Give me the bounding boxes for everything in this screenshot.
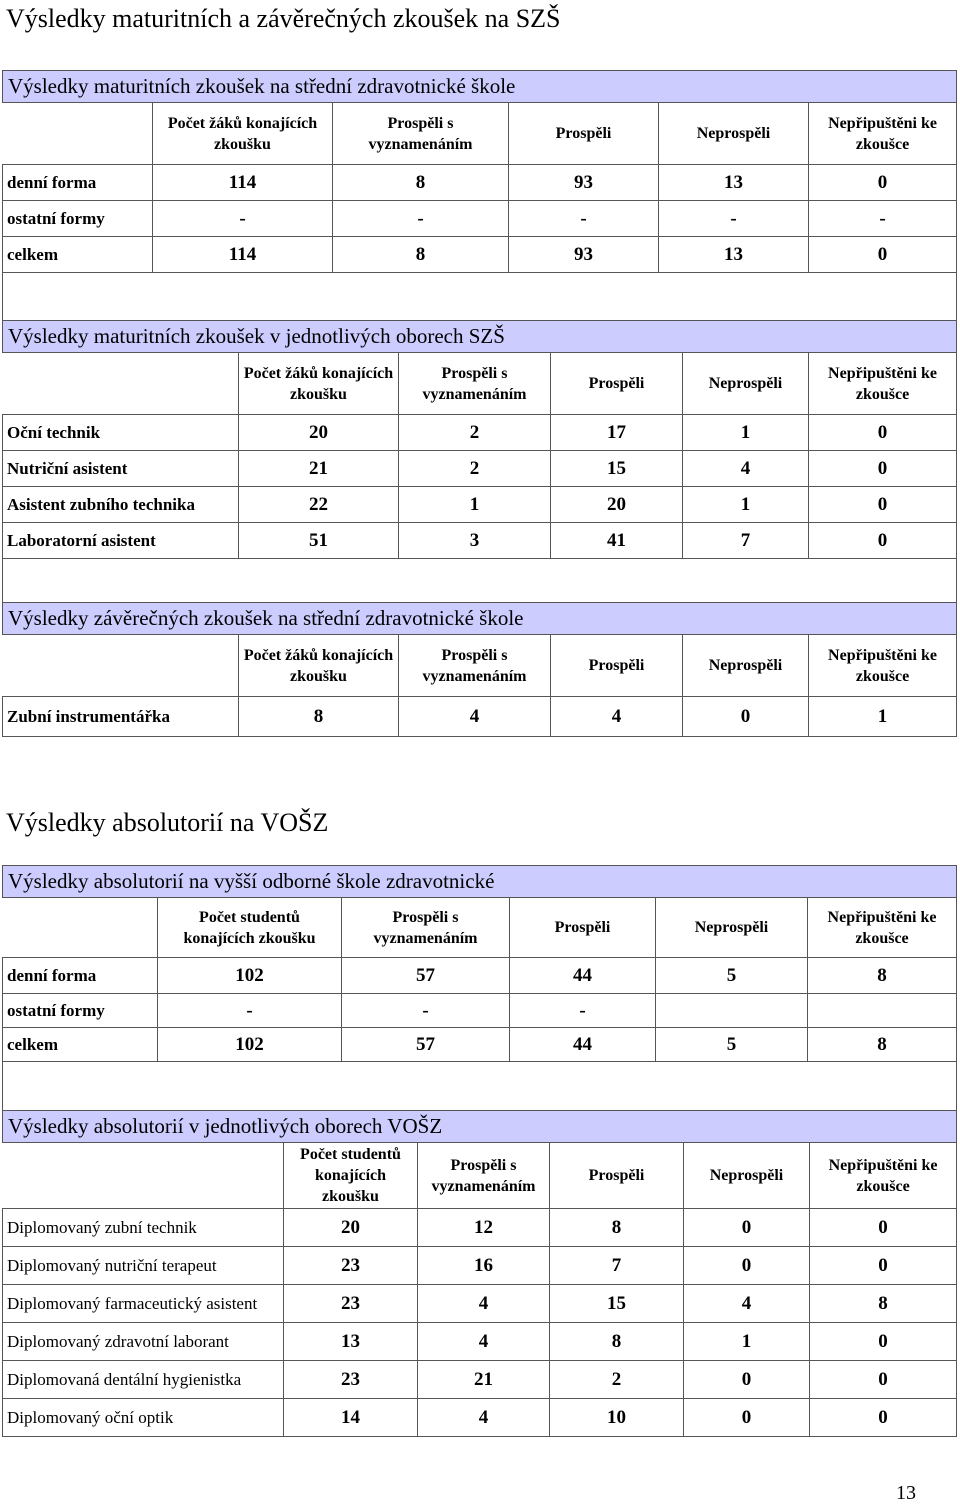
table-row bbox=[3, 994, 957, 1028]
cell: 114 bbox=[153, 237, 333, 273]
table-row bbox=[3, 451, 957, 487]
header-honors: Prospěli s vyznamenáním bbox=[399, 635, 551, 697]
page-heading-szs: Výsledky maturitních a závěrečných zkoušek na SZŠ bbox=[6, 4, 561, 33]
cell: 0 bbox=[684, 1209, 810, 1247]
table-row bbox=[3, 697, 957, 737]
cell: 13 bbox=[284, 1323, 418, 1361]
page-number: 13 bbox=[896, 1482, 916, 1504]
page-heading-vosz: Výsledky absolutorií na VOŠZ bbox=[6, 808, 329, 837]
table-row bbox=[3, 237, 957, 273]
row-label: ostatní formy bbox=[3, 994, 158, 1028]
cell: 93 bbox=[509, 237, 659, 273]
cell: - bbox=[809, 201, 957, 237]
header-not-admitted: Nepřipuštěni ke zkoušce bbox=[808, 898, 957, 958]
row-label: Laboratorní asistent bbox=[3, 523, 239, 559]
cell: 44 bbox=[510, 1028, 656, 1062]
table-row bbox=[3, 1209, 957, 1247]
header-passed: Prospěli bbox=[509, 103, 659, 165]
cell: 0 bbox=[809, 237, 957, 273]
cell: 20 bbox=[239, 415, 399, 451]
table-row bbox=[3, 487, 957, 523]
row-label: celkem bbox=[3, 237, 153, 273]
table-row bbox=[3, 1361, 957, 1399]
header-count: Počet studentů konajících zkoušku bbox=[158, 898, 342, 958]
cell: 8 bbox=[808, 958, 957, 994]
table-maturita-szs bbox=[2, 70, 957, 323]
header-failed: Neprospěli bbox=[656, 898, 808, 958]
cell: 51 bbox=[239, 523, 399, 559]
cell: - bbox=[659, 201, 809, 237]
cell: 44 bbox=[510, 958, 656, 994]
cell: 13 bbox=[659, 165, 809, 201]
table-row bbox=[3, 1247, 957, 1285]
cell: 8 bbox=[333, 165, 509, 201]
cell: 93 bbox=[509, 165, 659, 201]
cell: 8 bbox=[808, 1028, 957, 1062]
row-label: ostatní formy bbox=[3, 201, 153, 237]
cell bbox=[656, 994, 808, 1028]
table-title: Výsledky absolutorií v jednotlivých oborech VOŠZ bbox=[3, 1111, 957, 1143]
table-row bbox=[3, 1028, 957, 1062]
header-passed: Prospěli bbox=[551, 635, 683, 697]
cell: 0 bbox=[810, 1323, 957, 1361]
header-not-admitted: Nepřipuštěni ke zkoušce bbox=[809, 103, 957, 165]
row-label: Zubní instrumentářka bbox=[3, 697, 239, 737]
header-failed: Neprospěli bbox=[683, 353, 809, 415]
table-title: Výsledky maturitních zkoušek na střední zdravotnické škole bbox=[3, 71, 957, 103]
header-honors: Prospěli s vyznamenáním bbox=[418, 1143, 550, 1209]
header-passed: Prospěli bbox=[510, 898, 656, 958]
header-passed: Prospěli bbox=[550, 1143, 684, 1209]
cell: - bbox=[509, 201, 659, 237]
cell: 0 bbox=[810, 1361, 957, 1399]
cell: 14 bbox=[284, 1399, 418, 1437]
cell: 0 bbox=[684, 1361, 810, 1399]
row-label: Diplomovaný farmaceutický asistent bbox=[3, 1285, 284, 1323]
cell: 13 bbox=[659, 237, 809, 273]
table-maturita-obory bbox=[2, 320, 957, 605]
row-label: denní forma bbox=[3, 165, 153, 201]
table-row bbox=[3, 201, 957, 237]
cell: 1 bbox=[684, 1323, 810, 1361]
cell: 0 bbox=[684, 1399, 810, 1437]
header-empty bbox=[3, 1143, 284, 1209]
header-failed: Neprospěli bbox=[659, 103, 809, 165]
cell: 7 bbox=[683, 523, 809, 559]
header-count: Počet studentů konajících zkoušku bbox=[284, 1143, 418, 1209]
spacer-row bbox=[3, 559, 957, 605]
cell: 57 bbox=[342, 1028, 510, 1062]
cell: 8 bbox=[239, 697, 399, 737]
cell: 10 bbox=[550, 1399, 684, 1437]
cell: 5 bbox=[656, 958, 808, 994]
table-row bbox=[3, 1399, 957, 1437]
cell: 0 bbox=[809, 487, 957, 523]
row-label: denní forma bbox=[3, 958, 158, 994]
table-title: Výsledky maturitních zkoušek v jednotlivých oborech SZŠ bbox=[3, 321, 957, 353]
header-failed: Neprospěli bbox=[684, 1143, 810, 1209]
row-label: Diplomovaná dentální hygienistka bbox=[3, 1361, 284, 1399]
cell: 17 bbox=[551, 415, 683, 451]
cell: 20 bbox=[551, 487, 683, 523]
cell: 21 bbox=[239, 451, 399, 487]
table-row bbox=[3, 1285, 957, 1323]
header-count: Počet žáků konajících zkoušku bbox=[239, 353, 399, 415]
cell: - bbox=[342, 994, 510, 1028]
table-absolutoria-obory bbox=[2, 1110, 957, 1437]
cell: 23 bbox=[284, 1285, 418, 1323]
table-zaverecne-zkousky bbox=[2, 602, 957, 737]
cell: 20 bbox=[284, 1209, 418, 1247]
header-honors: Prospěli s vyznamenáním bbox=[399, 353, 551, 415]
header-not-admitted: Nepřipuštěni ke zkoušce bbox=[809, 353, 957, 415]
cell: 57 bbox=[342, 958, 510, 994]
header-not-admitted: Nepřipuštěni ke zkoušce bbox=[810, 1143, 957, 1209]
cell: 0 bbox=[809, 415, 957, 451]
cell: 4 bbox=[399, 697, 551, 737]
cell: 4 bbox=[418, 1285, 550, 1323]
cell: 16 bbox=[418, 1247, 550, 1285]
table-row bbox=[3, 958, 957, 994]
table-absolutoria-vosz bbox=[2, 865, 957, 1110]
cell: 0 bbox=[809, 451, 957, 487]
cell: - bbox=[158, 994, 342, 1028]
table-title: Výsledky závěrečných zkoušek na střední zdravotnické škole bbox=[3, 603, 957, 635]
row-label: Nutriční asistent bbox=[3, 451, 239, 487]
table-row bbox=[3, 165, 957, 201]
cell: - bbox=[153, 201, 333, 237]
row-label: Diplomovaný zubní technik bbox=[3, 1209, 284, 1247]
table-row bbox=[3, 415, 957, 451]
header-count: Počet žáků konajících zkoušku bbox=[153, 103, 333, 165]
cell: 114 bbox=[153, 165, 333, 201]
cell: 15 bbox=[550, 1285, 684, 1323]
header-honors: Prospěli s vyznamenáním bbox=[333, 103, 509, 165]
header-count: Počet žáků konajících zkoušku bbox=[239, 635, 399, 697]
table-row bbox=[3, 1323, 957, 1361]
header-empty bbox=[3, 353, 239, 415]
cell: 4 bbox=[684, 1285, 810, 1323]
cell: 102 bbox=[158, 958, 342, 994]
cell: 1 bbox=[809, 697, 957, 737]
row-label: celkem bbox=[3, 1028, 158, 1062]
cell: 0 bbox=[810, 1209, 957, 1247]
header-empty bbox=[3, 103, 153, 165]
cell: 0 bbox=[809, 523, 957, 559]
header-failed: Neprospěli bbox=[683, 635, 809, 697]
header-honors: Prospěli s vyznamenáním bbox=[342, 898, 510, 958]
cell: 2 bbox=[550, 1361, 684, 1399]
cell: 0 bbox=[809, 165, 957, 201]
spacer-row bbox=[3, 1062, 957, 1110]
row-label: Asistent zubního technika bbox=[3, 487, 239, 523]
cell: - bbox=[510, 994, 656, 1028]
cell: 102 bbox=[158, 1028, 342, 1062]
cell: 2 bbox=[399, 415, 551, 451]
cell: 23 bbox=[284, 1247, 418, 1285]
table-title: Výsledky absolutorií na vyšší odborné škole zdravotnické bbox=[3, 866, 957, 898]
cell: 1 bbox=[399, 487, 551, 523]
row-label: Diplomovaný oční optik bbox=[3, 1399, 284, 1437]
cell: 8 bbox=[333, 237, 509, 273]
cell: 12 bbox=[418, 1209, 550, 1247]
cell: - bbox=[333, 201, 509, 237]
cell: 15 bbox=[551, 451, 683, 487]
cell: 23 bbox=[284, 1361, 418, 1399]
cell: 3 bbox=[399, 523, 551, 559]
cell: 41 bbox=[551, 523, 683, 559]
table-row bbox=[3, 523, 957, 559]
cell: 7 bbox=[550, 1247, 684, 1285]
header-empty bbox=[3, 898, 158, 958]
cell: 1 bbox=[683, 415, 809, 451]
cell: 0 bbox=[810, 1399, 957, 1437]
cell: 0 bbox=[810, 1247, 957, 1285]
cell: 8 bbox=[550, 1323, 684, 1361]
cell: 21 bbox=[418, 1361, 550, 1399]
spacer-row bbox=[3, 273, 957, 323]
row-label: Diplomovaný zdravotní laborant bbox=[3, 1323, 284, 1361]
cell: 0 bbox=[684, 1247, 810, 1285]
row-label: Oční technik bbox=[3, 415, 239, 451]
cell: 0 bbox=[683, 697, 809, 737]
cell: 4 bbox=[683, 451, 809, 487]
cell: 4 bbox=[551, 697, 683, 737]
row-label: Diplomovaný nutriční terapeut bbox=[3, 1247, 284, 1285]
cell: 8 bbox=[810, 1285, 957, 1323]
cell: 4 bbox=[418, 1323, 550, 1361]
header-empty bbox=[3, 635, 239, 697]
header-not-admitted: Nepřipuštěni ke zkoušce bbox=[809, 635, 957, 697]
cell: 8 bbox=[550, 1209, 684, 1247]
cell: 22 bbox=[239, 487, 399, 523]
cell: 2 bbox=[399, 451, 551, 487]
cell: 4 bbox=[418, 1399, 550, 1437]
cell: 5 bbox=[656, 1028, 808, 1062]
cell bbox=[808, 994, 957, 1028]
cell: 1 bbox=[683, 487, 809, 523]
header-passed: Prospěli bbox=[551, 353, 683, 415]
